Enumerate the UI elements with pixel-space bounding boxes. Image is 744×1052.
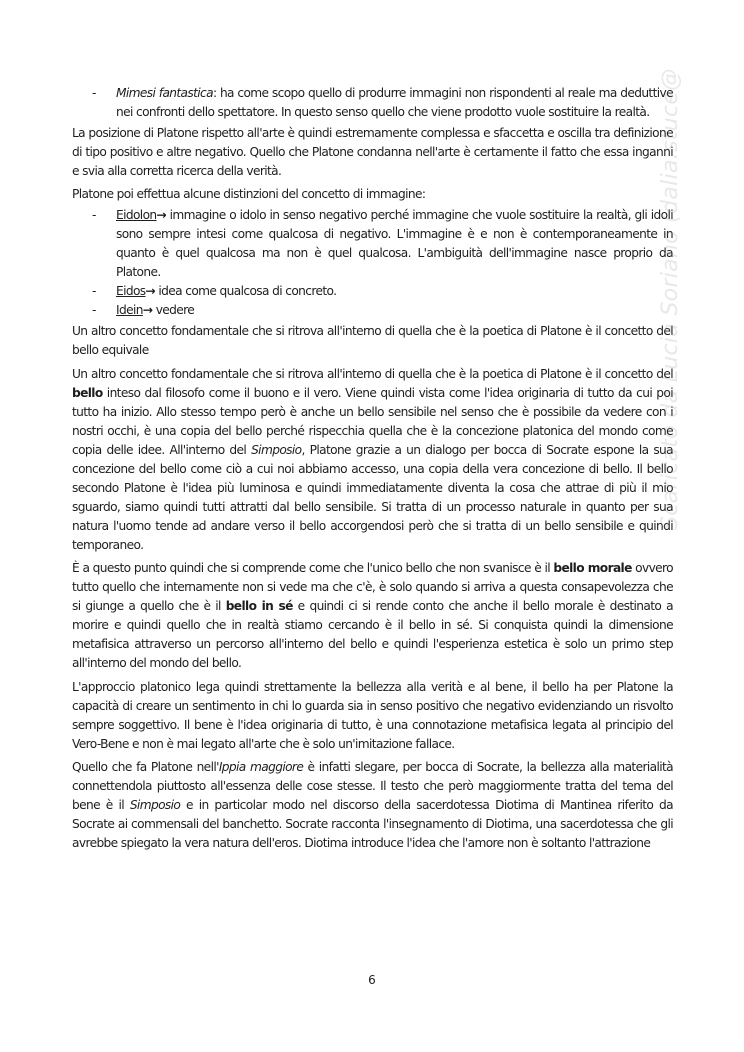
italic-ippia-maggiore: Ippia maggiore (218, 759, 304, 774)
italic-simposio: Simposio (251, 442, 302, 457)
paragraph-2: Platone poi effettua alcune distinzioni del concetto di immagine: (72, 187, 426, 202)
arrow-icon: → (145, 284, 156, 299)
definition-text: immagine o idolo in senso negativo perché immagine che vuole sostituire la realtà, gli idoli sono sempre intesi come qualcosa di negativo. L'immagine è e non è contemporaneamente in quanto è quel qualcosa ma non è quel qualcosa. L'ambiguità dell'immagine nasce proprio da Platone. (116, 208, 673, 280)
paragraph-6: L'approccio platonico lega quindi strettamente la bellezza alla verità e al bene, il bello ha per Platone la capacità di creare un sentimento in chi lo guarda sia in senso positivo che negativo evidenziando un risvolto sempre soggettivo. Il bene è l'idea originaria di tutto, è una connotazione metafisica legata al principio del Vero-Bene e non è mai legato all'arte che è solo un'imitazione fallace. (72, 679, 673, 751)
image-distinctions-list (72, 206, 673, 320)
list-item (72, 282, 673, 301)
bold-bello-morale: bello morale (553, 561, 632, 576)
arrow-icon: → (156, 208, 167, 223)
text-run: , Platone grazie a un dialogo per bocca di Socrate espone la sua concezione del bello come ciò a cui noi abbiamo accesso, una copia della vera concezione di bello. Il bello secondo Platone è l'idea più luminosa e quindi immediatamente diventa la cosa che attrae di più il mio sguardo, siamo quindi tutti attratti dal bello sensibile. Si tratta di un processo naturale in quanto per sua natura l'uomo tende ad andare verso il bello accorgendosi però che si tratta di un bello sensibile e quindi temporaneo. (72, 442, 673, 552)
list-item (72, 84, 673, 122)
bold-bello-in-se: bello in sé (225, 599, 293, 614)
text-run: e quindi ci si rende conto che anche il bello morale è destinato a morire e quindi quello che in realtà stiamo cercando è il bello in sé. Si conquista quindi la dimensione metafisica attraverso un percorso all'interno del bello e quindi l'esperienza estetica è solo un primo step all'interno del mondo del bello. (72, 599, 673, 671)
term-eidolon: Eidolon (116, 208, 157, 223)
text-run: Quello che fa Platone nell' (72, 759, 219, 774)
list-item (72, 301, 673, 320)
arrow-icon: → (142, 303, 153, 318)
term-eidos: Eidos (116, 284, 146, 299)
page-number: 6 (368, 973, 376, 987)
text-run: È a questo punto quindi che si comprende come che l'unico bello che non svanisce è il (72, 561, 554, 576)
paragraph-7 (72, 758, 673, 853)
watermark: Scaricato da Lucia Soriano (dalia.stuce@ (658, 68, 683, 530)
definition-text: vedere (152, 303, 195, 318)
italic-simposio: Simposio (129, 797, 181, 812)
list-item (72, 206, 673, 282)
intro-bullet-list (72, 84, 673, 122)
text-run: Un altro concetto fondamentale che si ritrova all'interno di quella che è la poetica di Platone è il concetto del (72, 366, 673, 381)
bullet-text: : ha come scopo quello di produrre immagini non rispondenti al reale ma deduttive nei confronti dello spettatore. In questo senso quello che viene prodotto vuole sostituire la realtà. (116, 86, 673, 119)
paragraph-5 (72, 559, 673, 673)
text-run: ovvero tutto quello che internamente non si vede ma che c'è, è solo quando si arriva a questa consapevolezza che si giunge a quello che è il (72, 561, 673, 614)
term-idein: Idein (116, 303, 143, 318)
text-run: inteso dal filosofo come il buono e il vero. Viene quindi vista come l'idea originaria di tutto da cui poi tutto ha inizio. Allo stesso tempo però è anche un bello sensibile nel senso che è possibile da vedere con i nostri occhi, è una copia del bello perché rispecchia quella che è la concezione platonica del mondo come copia delle idee. All'interno del (72, 385, 673, 457)
paragraph-4 (72, 365, 673, 555)
bold-bello: bello (72, 385, 103, 400)
term-mimesi-fantastica: Mimesi fantastica (116, 86, 213, 100)
paragraph-1: La posizione di Platone rispetto all'arte è quindi estremamente complessa e sfaccetta e oscilla tra definizione di tipo positivo e altre negativo. Quello che Platone condanna nell'arte è certamente il fatto che essa inganni e svia alla corretta ricerca della verità. (72, 126, 673, 178)
paragraph-3: Un altro concetto fondamentale che si ritrova all'interno di quella che è la poetica di Platone è il concetto del bello equivale (72, 324, 673, 358)
definition-text: idea come qualcosa di concreto. (155, 284, 337, 299)
text-run: è infatti slegare, per bocca di Socrate, la bellezza alla materialità connettendola piuttosto all'essenza delle cose stesse. Il testo che però maggiormente tratta del tema del bene è il (72, 759, 673, 812)
document-page (72, 84, 673, 857)
text-run: e in particolar modo nel discorso della sacerdotessa Diotima di Mantinea riferito da Socrate ai commensali del banchetto. Socrate racconta l'insegnamento di Diotima, una sacerdotessa che gli avrebbe spiegato la vera natura dell'eros. Diotima introduce l'idea che l'amore non è soltanto l'attrazione (72, 797, 673, 850)
